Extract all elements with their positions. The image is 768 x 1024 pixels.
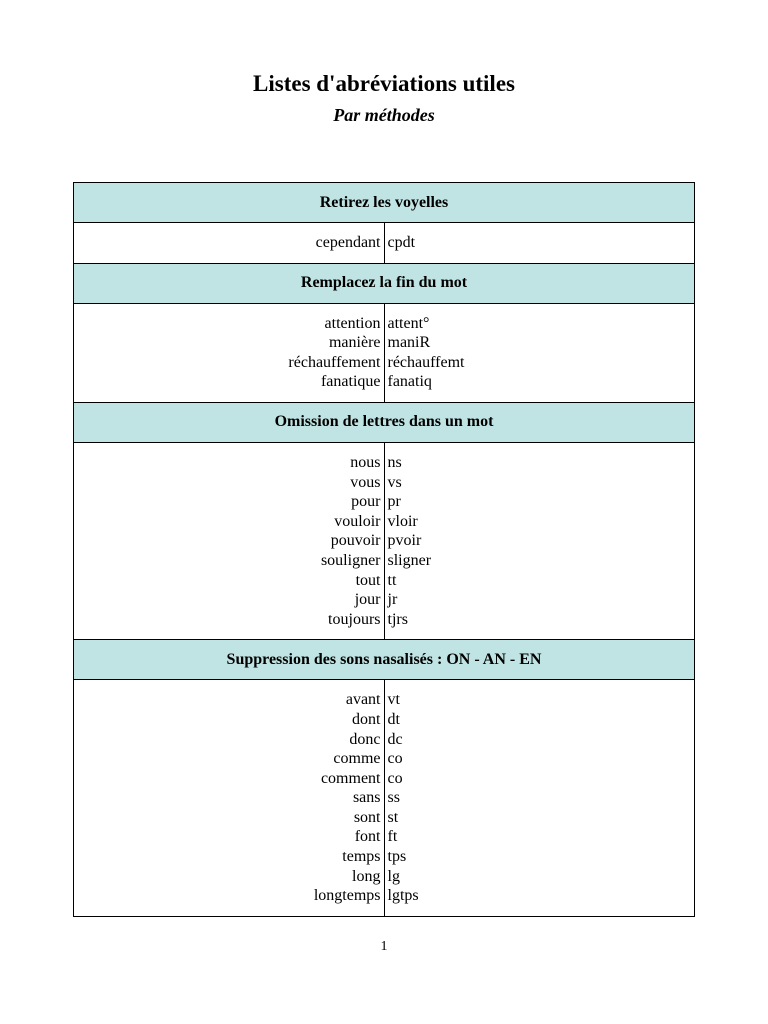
abbreviation: lg: [387, 867, 400, 885]
word: font: [354, 828, 381, 846]
word: cependant: [315, 234, 381, 251]
abbreviation: tt: [387, 571, 397, 589]
section-heading: Omission de lettres dans un mot: [74, 402, 695, 442]
section-header-nasal-sounds: [74, 640, 695, 680]
word-column: [74, 303, 385, 402]
section-header-remove-vowels: [74, 183, 695, 223]
word: donc: [349, 730, 381, 748]
section-body-letter-omission: [74, 442, 695, 639]
abbreviation: tjrs: [387, 610, 408, 628]
abbreviation: fanatiq: [387, 373, 432, 391]
abbreviation: ss: [387, 789, 400, 807]
word: dont: [352, 710, 381, 728]
document-title: Listes d'abréviations utiles: [253, 71, 515, 96]
section-body-remove-vowels: [74, 223, 695, 264]
abbreviation: tps: [387, 848, 407, 866]
abbreviation-column: [384, 680, 695, 917]
abbreviation: pr: [387, 493, 401, 511]
section-heading: Retirez les voyelles: [74, 183, 695, 223]
abbreviation: co: [387, 750, 403, 768]
abbreviation: co: [387, 769, 403, 787]
word: comme: [333, 750, 381, 768]
abbreviation: vt: [387, 691, 400, 709]
word-column: [74, 442, 385, 639]
word: longtemps: [313, 887, 381, 905]
word: jour: [354, 591, 381, 609]
abbreviations-table: [73, 182, 695, 917]
word: long: [352, 867, 381, 885]
word-column: [74, 223, 385, 264]
word: vouloir: [334, 512, 381, 530]
word: pour: [351, 493, 381, 511]
word: tout: [355, 571, 381, 589]
word: vous: [350, 473, 381, 491]
abbreviation: sligner: [387, 551, 432, 569]
abbreviation: dt: [387, 710, 400, 728]
section-header-letter-omission: [74, 402, 695, 442]
abbreviation: jr: [387, 591, 398, 609]
abbreviation: cpdt: [387, 234, 416, 251]
word: sans: [352, 789, 381, 807]
word: nous: [350, 453, 381, 471]
abbreviation: pvoir: [387, 532, 422, 550]
word: réchauffement: [288, 353, 381, 371]
word: attention: [324, 314, 381, 332]
section-body-nasal-sounds: [74, 680, 695, 917]
document-subtitle: Par méthodes: [333, 105, 435, 125]
abbreviation: attent°: [387, 314, 430, 332]
word-column: [74, 680, 385, 917]
word: toujours: [328, 610, 381, 628]
abbreviation: maniR: [387, 334, 431, 352]
abbreviation: ns: [387, 453, 402, 471]
abbreviation: st: [387, 808, 399, 826]
abbreviation: réchauffemt: [387, 353, 465, 371]
word: temps: [342, 848, 381, 866]
word: souligner: [320, 551, 381, 569]
word: manière: [328, 334, 381, 352]
abbreviation: ft: [387, 828, 398, 846]
word: avant: [345, 691, 381, 709]
section-heading: Remplacez la fin du mot: [74, 263, 695, 303]
abbreviation: vs: [387, 473, 402, 491]
section-header-replace-ending: [74, 263, 695, 303]
word: fanatique: [320, 373, 381, 391]
word: comment: [320, 769, 381, 787]
abbreviation-column: [384, 303, 695, 402]
section-heading: Suppression des sons nasalisés : ON - AN - EN: [74, 640, 695, 680]
page-number: 1: [380, 939, 388, 954]
abbreviation: dc: [387, 730, 403, 748]
abbreviation-column: [384, 442, 695, 639]
abbreviation: vloir: [387, 512, 418, 530]
word: pouvoir: [330, 532, 381, 550]
abbreviation: lgtps: [387, 887, 419, 905]
abbreviation-column: [384, 223, 695, 264]
word: sont: [353, 808, 381, 826]
section-body-replace-ending: [74, 303, 695, 402]
